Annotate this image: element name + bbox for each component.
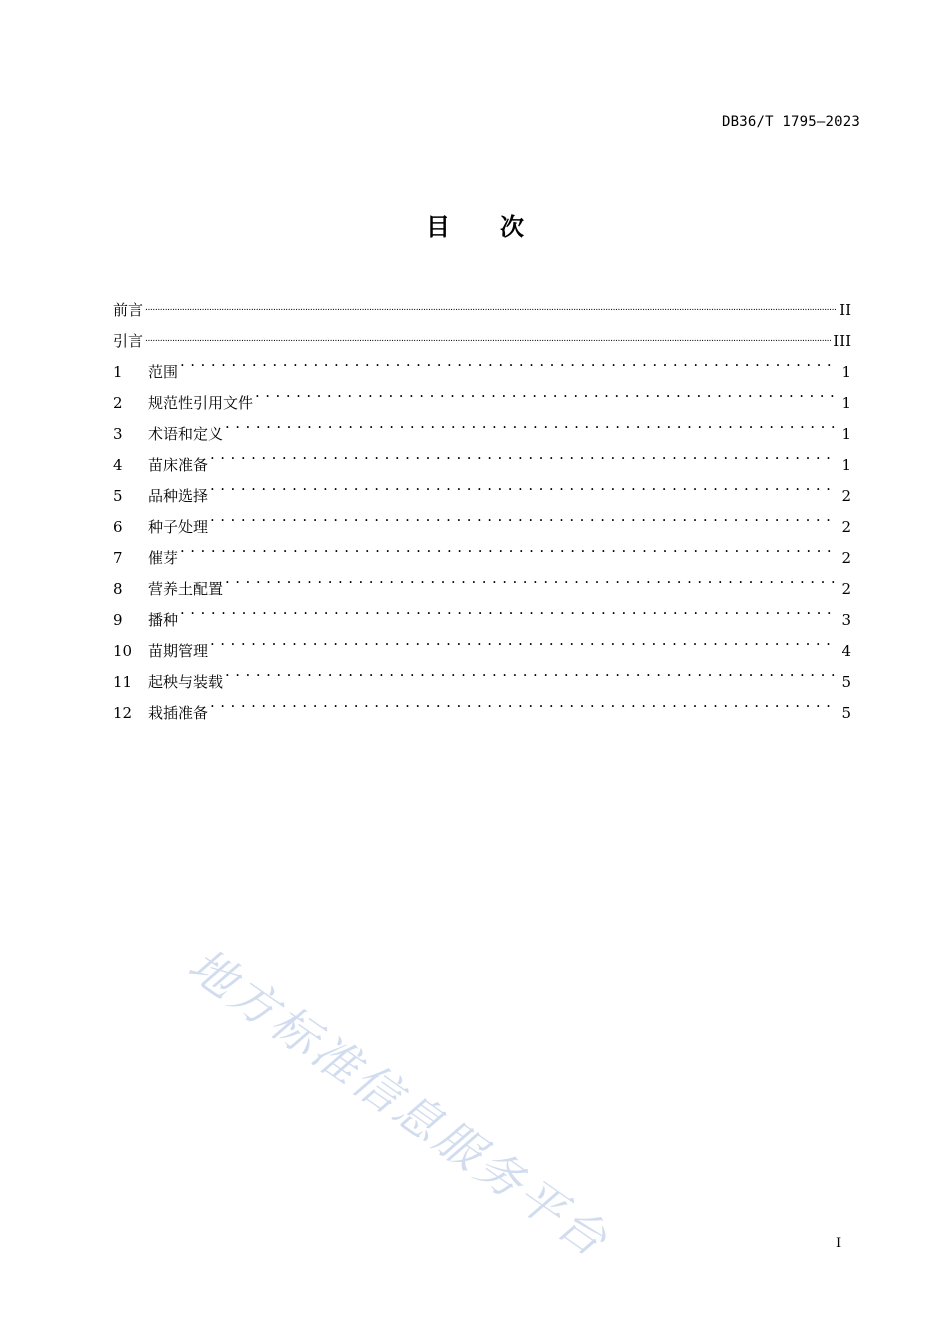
watermark: 地方标准信息服务平台	[178, 937, 620, 1269]
toc-entry-page: 2	[841, 487, 851, 505]
toc-entry-label: 营养土配置	[148, 580, 224, 598]
toc-entry[interactable]	[113, 439, 851, 474]
dot-leader	[145, 315, 831, 346]
dot-leader	[225, 563, 837, 594]
toc-entry-label: 品种选择	[148, 487, 209, 505]
toc-entry-number: 11	[113, 673, 133, 691]
toc-entry-page: 1	[841, 425, 851, 443]
toc-entry-page: 1	[841, 363, 851, 381]
toc-entry-page: 5	[841, 704, 851, 722]
dot-leader	[210, 470, 837, 501]
dot-leader	[210, 687, 837, 718]
toc-entry-page: 3	[841, 611, 851, 629]
toc-entry-number: 4	[113, 456, 123, 474]
toc-entry-label: 栽插准备	[148, 704, 209, 722]
toc-entry-label: 引言	[113, 332, 144, 350]
toc-entry-label: 种子处理	[148, 518, 209, 536]
dot-leader	[225, 656, 837, 687]
toc-entry-label: 起秧与装载	[148, 673, 224, 691]
toc-entry[interactable]	[113, 687, 851, 722]
dot-leader	[180, 346, 837, 377]
toc-entry-page: 2	[841, 518, 851, 536]
table-of-contents	[113, 284, 851, 722]
toc-entry-page: 1	[841, 394, 851, 412]
toc-entry-number: 5	[113, 487, 123, 505]
toc-entry[interactable]	[113, 532, 851, 567]
dot-leader	[180, 532, 837, 563]
toc-entry-page: III	[833, 332, 851, 350]
toc-entry-page: 5	[841, 673, 851, 691]
toc-entry-label: 苗床准备	[148, 456, 209, 474]
toc-entry[interactable]	[113, 625, 851, 660]
dot-leader	[210, 625, 837, 656]
toc-entry[interactable]	[113, 501, 851, 536]
dot-leader	[255, 377, 837, 408]
toc-title: 目次	[426, 213, 574, 241]
toc-entry-number: 6	[113, 518, 123, 536]
toc-entry-number: 2	[113, 394, 123, 412]
toc-entry-label: 规范性引用文件	[148, 394, 254, 412]
dot-leader	[210, 501, 837, 532]
dot-leader	[145, 284, 837, 315]
toc-entry-label: 催芽	[148, 549, 179, 567]
toc-entry-number: 8	[113, 580, 123, 598]
toc-entry[interactable]	[113, 346, 851, 381]
toc-entry[interactable]	[113, 377, 851, 412]
toc-entry-page: II	[839, 301, 851, 319]
toc-entry[interactable]	[113, 594, 851, 629]
toc-entry-page: 4	[841, 642, 851, 660]
toc-entry-label: 范围	[148, 363, 179, 381]
toc-entry-number: 7	[113, 549, 123, 567]
toc-entry[interactable]	[113, 656, 851, 691]
toc-entry-introduction[interactable]	[113, 315, 851, 350]
toc-entry-number: 10	[113, 642, 133, 660]
toc-entry-label: 苗期管理	[148, 642, 209, 660]
toc-entry-label: 前言	[113, 301, 144, 319]
toc-entry-page: 1	[841, 456, 851, 474]
dot-leader	[180, 594, 837, 625]
toc-entry-number: 12	[113, 704, 133, 722]
toc-entry-number: 1	[113, 363, 123, 381]
toc-entry-number: 9	[113, 611, 123, 629]
toc-entry-label: 播种	[148, 611, 179, 629]
toc-entry-number: 3	[113, 425, 123, 443]
dot-leader	[225, 408, 837, 439]
dot-leader	[210, 439, 837, 470]
standard-code: DB36/T 1795—2023	[721, 114, 860, 130]
toc-entry-label: 术语和定义	[148, 425, 224, 443]
page-number: I	[836, 1236, 842, 1251]
toc-entry-page: 2	[841, 549, 851, 567]
toc-entry[interactable]	[113, 563, 851, 598]
toc-entry-preface[interactable]	[113, 284, 851, 319]
toc-entry-page: 2	[841, 580, 851, 598]
toc-entry[interactable]	[113, 470, 851, 505]
